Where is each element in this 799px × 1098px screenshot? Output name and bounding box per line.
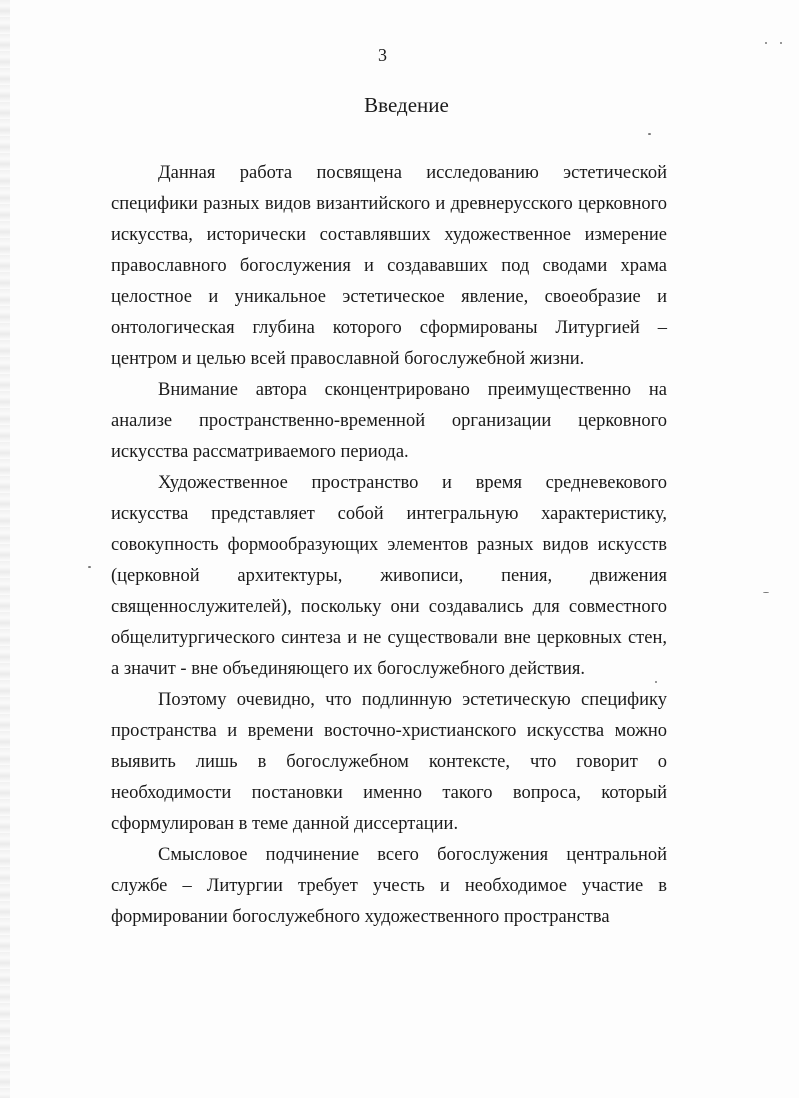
paragraph-1: Данная работа посвящена исследованию эстетической специфики разных видов византийского и древнерусского церковного искусства, исторически составлявших художественное измерение православного богослужения и создававших под сводами храма целостное и уникальное эстетическое явление, своеобразие и онтологическая глубина которого сформированы Литургией – центром и целью всей православной богослужебной жизни. xyxy=(111,163,667,369)
paragraph-5: Смысловое подчинение всего богослужения центральной службе – Литургии требует учесть и необходимое участие в формировании богослужебного художественного пространства xyxy=(111,845,667,927)
scan-speck xyxy=(765,42,767,44)
scan-speck xyxy=(648,133,651,135)
paragraph-2: Внимание автора сконцентрировано преимущественно на анализе пространственно-временной организации церковного искусства рассматриваемого периода. xyxy=(111,380,667,462)
paragraph-4: Поэтому очевидно, что подлинную эстетическую специфику пространства и времени восточно-христианского искусства можно выявить лишь в богослужебном контексте, что говорит о необходимости постановки именно такого вопроса, который сформулирован в теме данной диссертации. xyxy=(111,690,667,834)
body-text xyxy=(111,158,667,933)
page-number: 3 xyxy=(378,45,387,65)
section-heading: Введение xyxy=(364,93,449,117)
scan-edge xyxy=(0,0,10,1098)
scan-speck xyxy=(780,42,782,44)
paragraph-3: Художественное пространство и время средневекового искусства представляет собой интегральную характеристику, совокупность формообразующих элементов разных видов искусств (церковной архитектуры, живописи, пения, движения священнослужителей), поскольку они создавались для совместного общелитургического синтеза и не существовали вне церковных стен, а значит - вне объединяющего их богослужебного действия. xyxy=(111,473,667,679)
scan-speck xyxy=(655,681,657,683)
scan-speck xyxy=(763,592,769,593)
scan-speck xyxy=(88,566,91,568)
